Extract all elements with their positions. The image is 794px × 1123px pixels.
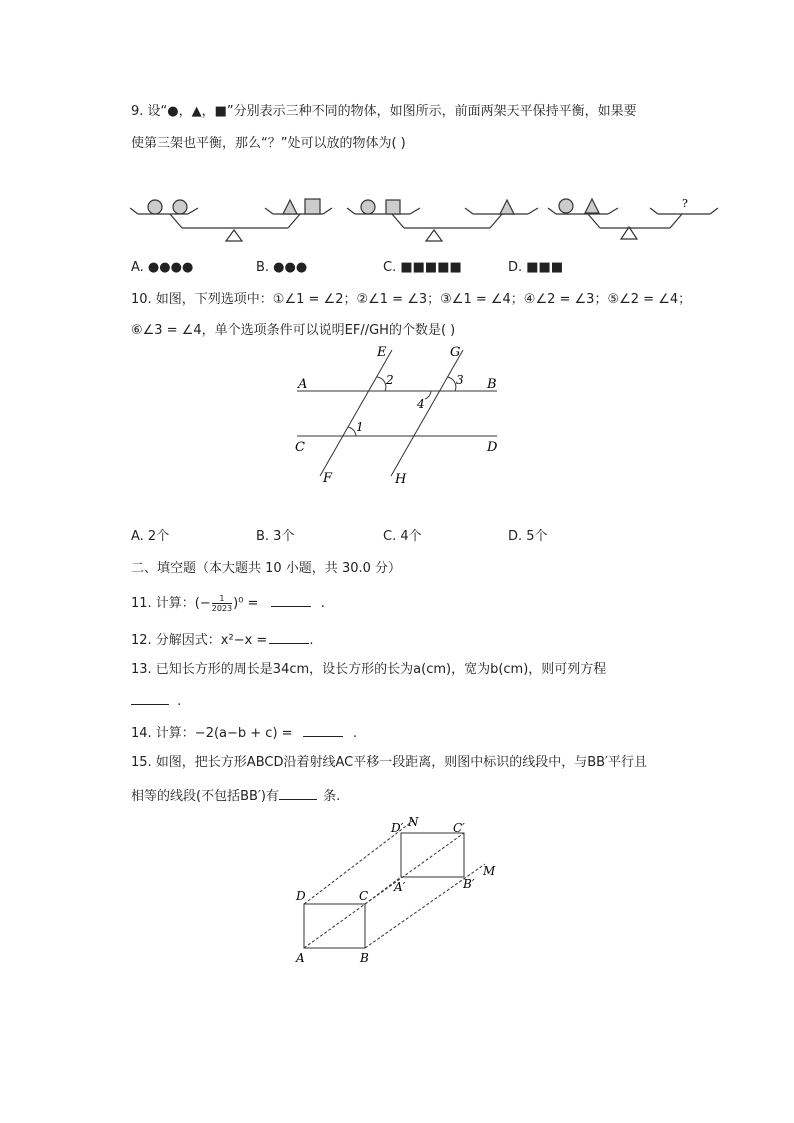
- q9-line2: 使第三架也平衡，那么“？”处可以放的物体为( ): [131, 136, 406, 151]
- q13-line2: [131, 692, 181, 709]
- q15-label-n: N: [408, 815, 419, 829]
- q12-answer-blank[interactable]: [269, 631, 309, 644]
- q11-denominator: 2023: [211, 604, 233, 613]
- q11-end: .: [320, 596, 325, 611]
- q11-fraction: [212, 594, 232, 613]
- q9-option-a: A. ●●●●: [131, 260, 194, 275]
- q10-line2: ⑥∠3 = ∠4，单个选项条件可以说明EF//GH的个数是( ): [131, 323, 456, 338]
- q15-rectangle-translation-figure: [290, 808, 505, 968]
- q9-line1: 9. 设“●，▲，■”分别表示三种不同的物体，如图所示，前面两架天平保持平衡，如果要: [131, 104, 637, 119]
- q13-line1: 13. 已知长方形的周长是34cm，设长方形的长为a(cm)，宽为b(cm)，则可列方程: [131, 662, 607, 677]
- q10-label-h: H: [395, 472, 407, 487]
- q14-text: 14. 计算：−2(a−b + c) =: [131, 726, 293, 741]
- q9-option-c: C. ■■■■■: [383, 260, 462, 275]
- q11-suffix: )⁰ =: [233, 596, 259, 611]
- q10-angle-2: 2: [386, 373, 394, 387]
- q10-angle-3: 3: [456, 373, 464, 387]
- q10-label-b: B: [487, 377, 497, 392]
- q9-option-d: D. ■■■: [508, 260, 564, 275]
- q10-option-d: D. 5个: [508, 529, 548, 544]
- q13-answer-blank[interactable]: [131, 692, 169, 705]
- q15-line2: [131, 785, 340, 804]
- q10-angle-1: 1: [356, 420, 364, 434]
- q9-question-mark: ?: [682, 197, 688, 210]
- q15-label-d-prime: D′: [391, 821, 404, 835]
- q15-label-b-prime: B′: [463, 877, 475, 891]
- q15-label-a-prime: A′: [394, 880, 406, 894]
- q15-line2-text: 相等的线段(不包括BB′)有: [131, 789, 279, 804]
- q15-answer-blank[interactable]: [279, 787, 317, 800]
- q15-line1: 15. 如图，把长方形ABCD沿着射线AC平移一段距离，则图中标识的线段中，与BB′平行且: [131, 755, 648, 770]
- q14: [131, 722, 357, 741]
- q10-label-d: D: [487, 440, 498, 455]
- q15-label-b: B: [360, 951, 369, 965]
- q15-label-c: C: [359, 889, 369, 903]
- q12-text: 12. 分解因式：x²−x =: [131, 633, 268, 648]
- q15-label-a: A: [296, 951, 305, 965]
- q13-end: .: [177, 694, 182, 709]
- q14-end: .: [352, 726, 357, 741]
- q9-option-b: B. ●●●: [256, 260, 308, 275]
- q10-angle-4: 4: [417, 397, 425, 411]
- q10-option-c: C. 4个: [383, 529, 422, 544]
- q15-label-m: M: [483, 864, 496, 878]
- section-fill-in-title: 二、填空题（本大题共 10 小题，共 30.0 分）: [131, 561, 402, 576]
- q10-label-f: F: [323, 471, 333, 486]
- q11: [131, 592, 325, 613]
- q15-label-c-prime: C′: [453, 821, 465, 835]
- q11-prefix: 11. 计算：(−: [131, 596, 211, 611]
- q10-label-e: E: [377, 345, 387, 360]
- q14-answer-blank[interactable]: [303, 724, 343, 737]
- q11-numerator: 1: [212, 594, 232, 604]
- q10-label-c: C: [295, 440, 305, 455]
- q12-end: .: [309, 633, 314, 648]
- q10-label-a: A: [298, 377, 308, 392]
- q11-answer-blank[interactable]: [271, 594, 311, 607]
- q10-option-a: A. 2个: [131, 529, 170, 544]
- q10-parallel-lines-figure: [285, 340, 510, 490]
- q10-option-b: B. 3个: [256, 529, 295, 544]
- q10-label-g: G: [450, 345, 461, 360]
- q10-line1: 10. 如图，下列选项中：①∠1 = ∠2；②∠1 = ∠3；③∠1 = ∠4；④∠2 = ∠3；⑤∠2 = ∠4；: [131, 292, 692, 307]
- q15-line2-end: 条.: [323, 789, 341, 804]
- q12: [131, 629, 313, 648]
- q9-balance-figure: [130, 190, 730, 250]
- q15-label-d: D: [296, 889, 306, 903]
